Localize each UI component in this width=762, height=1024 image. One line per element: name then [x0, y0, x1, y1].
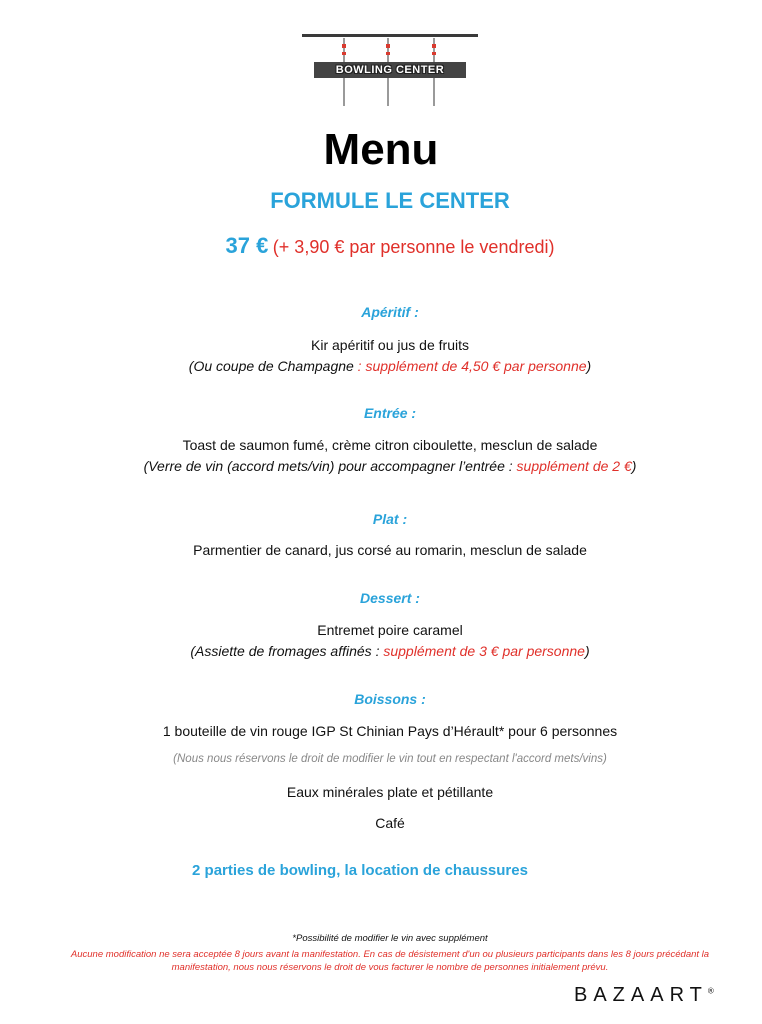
- registered-mark: ®: [707, 986, 714, 996]
- price-line: [0, 233, 762, 259]
- aperitif-supplement: : supplément de 4,50 € par personne: [353, 358, 587, 374]
- aperitif-item: Kir apéritif ou jus de fruits: [311, 337, 469, 353]
- entree-option-prefix: (Verre de vin (accord mets/vin) pour accompagner l’entrée :: [143, 458, 517, 474]
- boissons-wine: 1 bouteille de vin rouge IGP St Chinian Pays d’Hérault* pour 6 personnes: [162, 723, 618, 739]
- bazaart-watermark: [574, 984, 714, 1007]
- boissons-coffee: Café: [375, 815, 405, 831]
- dessert-item: Entremet poire caramel: [317, 622, 463, 638]
- entree-heading: Entrée :: [363, 405, 417, 421]
- entree-item: Toast de saumon fumé, crème citron ciboulette, mesclun de salade: [182, 437, 598, 453]
- dessert-heading: Dessert :: [360, 590, 420, 606]
- formula-name: FORMULE LE CENTER: [270, 188, 510, 213]
- dessert-supplement: supplément de 3 € par personne: [383, 643, 585, 659]
- page-title: Menu: [323, 125, 439, 174]
- entree-supplement: supplément de 2 €: [516, 458, 632, 474]
- boissons-wine-note: (Nous nous réservons le droit de modifier le vin tout en respectant l'accord mets/vins): [173, 753, 607, 765]
- entree-option: [0, 458, 762, 474]
- aperitif-option-suffix: ): [586, 358, 592, 374]
- aperitif-option: [0, 358, 762, 374]
- plat-heading: Plat :: [372, 511, 408, 527]
- bowling-center-logo: [300, 30, 480, 108]
- boissons-water: Eaux minérales plate et pétillante: [286, 784, 494, 800]
- logo-text: BOWLING CENTER: [335, 64, 445, 76]
- price-friday-note: (+ 3,90 € par personne le vendredi): [272, 237, 555, 257]
- dessert-option-suffix: ): [584, 643, 590, 659]
- dessert-option: [0, 643, 762, 659]
- plat-item: Parmentier de canard, jus corsé au romarin, mesclun de salade: [193, 542, 587, 558]
- boissons-heading: Boissons :: [354, 691, 426, 707]
- aperitif-option-prefix: (Ou coupe de Champagne: [188, 358, 354, 374]
- watermark-text: BAZAART: [574, 984, 708, 1006]
- price-amount: 37 €: [225, 233, 269, 258]
- bowling-extra: 2 parties de bowling, la location de chaussures: [192, 862, 528, 879]
- entree-option-suffix: ): [631, 458, 637, 474]
- aperitif-heading: Apéritif :: [361, 304, 419, 320]
- dessert-option-prefix: (Assiette de fromages affinés :: [190, 643, 384, 659]
- cancellation-disclaimer: Aucune modification ne sera acceptée 8 jours avant la manifestation. En cas de désistement d'un ou plusieurs participants dans les 8 jours précédant la manifestation, nous nous réservons le droit de vous facturer le nombre de personnes initialement prévu.: [70, 949, 710, 973]
- wine-footnote: *Possibilité de modifier le vin avec supplément: [292, 933, 488, 944]
